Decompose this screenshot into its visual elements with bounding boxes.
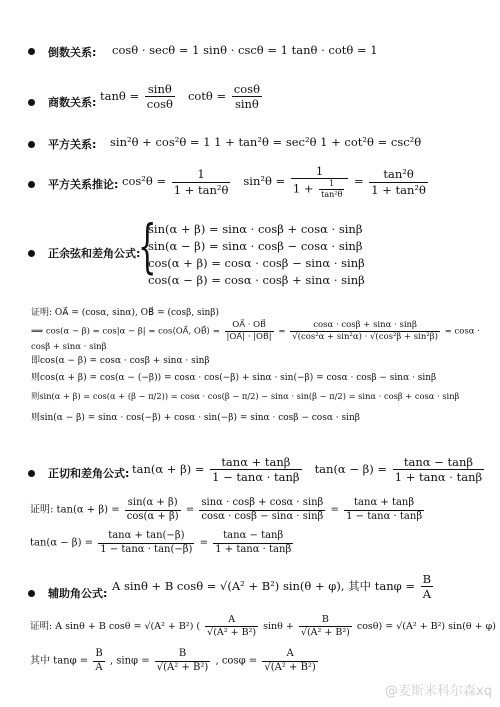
left-brace: {	[138, 212, 157, 280]
tangent-proof-line1: 证明: tan(α + β) = $\frac{\sin(\alpha + \beta)}{\cos(\alpha + \beta)}$ = $\frac{\sin\alpha \cdot \cos\beta + \cos\alpha \cdot \sin\beta}{\cos\alpha \cdot \cos\beta - \sin\alpha \cdot \sin\beta}$ = $\frac{\tan\alpha + \tan\beta}{1 - \tan\alpha \cdot \tan\beta}$	[30, 497, 423, 522]
bullet	[28, 250, 35, 257]
watermark: @麦斯米科尔森xq	[385, 684, 492, 699]
proof-line: 证明: OA⃗ = (cosα, sinα), OB⃗ = (cosβ, sinβ)	[31, 308, 220, 318]
sum-diff-label: 正余弦和差角公式:	[48, 247, 141, 260]
square-label: 平方关系:	[48, 138, 97, 151]
formula-line: sin(α + β) = sinα · cosβ + cosα · sinβ	[148, 222, 363, 236]
formula-line: sin(α − β) = sinα · cosβ − cosα · sinβ	[148, 239, 363, 253]
tangent-label: 正切和差角公式:	[48, 467, 130, 480]
square-corollary-label: 平方关系推论:	[48, 178, 119, 191]
bullet	[28, 181, 35, 188]
proof-line: 即cos(α − β) = cosα · cosβ + sinα · sinβ	[31, 356, 210, 366]
quotient-label: 商数关系:	[48, 96, 97, 109]
proof-line: 则sin(α − β) = sinα · cos(−β) + cosα · sin(−β) = sinα · cosβ − cosα · sinβ	[31, 413, 360, 423]
proof-line: 则cos(α + β) = cos(α − (−β)) = cosα · cos(−β) + sinα · sin(−β) = cosα · cosβ − sinα · sinβ	[31, 373, 437, 383]
bullet	[28, 48, 35, 55]
auxiliary-proof-line1: 证明: A sinθ + B cosθ = √(A² + B²) ( $\frac{A}{\text{√(A² + B²)}}$ sinθ + $\frac{B}{\text{√(A² + B²)}}$ cosθ) = √(A² + B²) sin(θ + φ)	[30, 614, 496, 638]
square-formulas: sin²θ + cos²θ = 1 1 + tan²θ = sec²θ 1 + cot²θ = csc²θ	[110, 135, 422, 149]
auxiliary-angle-formula: A sinθ + B cosθ = √(A² + B²) sin(θ + φ), 其中 tanφ = $\frac{B}{A}$	[112, 572, 432, 602]
proof-line: ⟹ cos(α − β) = cos|α − β| = cos⟨OA⃗, OB⃗⟩ = $\frac{OA⃗ \cdot OB⃗}{|OA⃗| \cdot |OB⃗|}$ = $\frac{\cos\alpha \cdot \cos\beta + \sin\alpha \cdot \sin\beta}{\text{√(cos²α + sin²α) · √(cos²β + sin²β)}}$ = cosα · cosβ + sinα · sinβ	[31, 320, 480, 353]
tangent-formulas: tan(α + β) = $\frac{\tan\alpha + \tan\beta}{1 - \tan\alpha \cdot \tan\beta}$ tan(α − β) = $\frac{\tan\alpha - \tan\beta}{1 + \tan\alpha \cdot \tan\beta}$	[132, 455, 483, 485]
auxiliary-angle-label: 辅助角公式:	[48, 587, 108, 600]
sum-diff-system	[138, 212, 365, 289]
formula-line: cos(α − β) = cosα · cosβ + sinα · sinβ	[148, 273, 365, 287]
bullet	[28, 141, 35, 148]
bullet	[28, 470, 35, 477]
formula-line: cos(α + β) = cosα · cosβ − sinα · sinβ	[148, 256, 365, 270]
reciprocal-formulas: cosθ · secθ = 1 sinθ · cscθ = 1 tanθ · cotθ = 1	[112, 43, 378, 57]
quotient-formulas: tanθ = $\frac{\sin\theta}{\cos\theta}$ cotθ = $\frac{\cos\theta}{\sin\theta}$	[100, 82, 260, 112]
proof-line: 则sin(α + β) = cos(α + (β − π/2)) = cosα · cos(β − π/2) − sinα · sin(β − π/2) = sinα · cosβ + cosα · sinβ	[31, 391, 460, 401]
bullet	[28, 99, 35, 106]
bullet	[28, 590, 35, 597]
tangent-proof-line2: tan(α − β) = $\frac{\tan\alpha + \tan(-\beta)}{1 - \tan\alpha \cdot \tan(-\beta)}$ = $\frac{\tan\alpha - \tan\beta}{1 + \tan\alpha \cdot \tan\beta}$	[30, 530, 292, 555]
auxiliary-proof-line2: 其中 tanφ = $\frac{B}{A}$ , sinφ = $\frac{B}{\text{√(A² + B²)}}$ , cosφ = $\frac{A}{\text{√(A² + B²)}}$	[30, 648, 316, 673]
square-corollary-formulas: cos²θ = $\frac{1}{\text{1 + tan²θ}}$ sin²θ = 1 1 + $\frac{1}{\text{tan²θ}}$ = $\frac{\text{tan²θ}}{\text{1 + tan²θ}}$	[122, 164, 426, 200]
reciprocal-label: 倒数关系:	[48, 46, 97, 59]
